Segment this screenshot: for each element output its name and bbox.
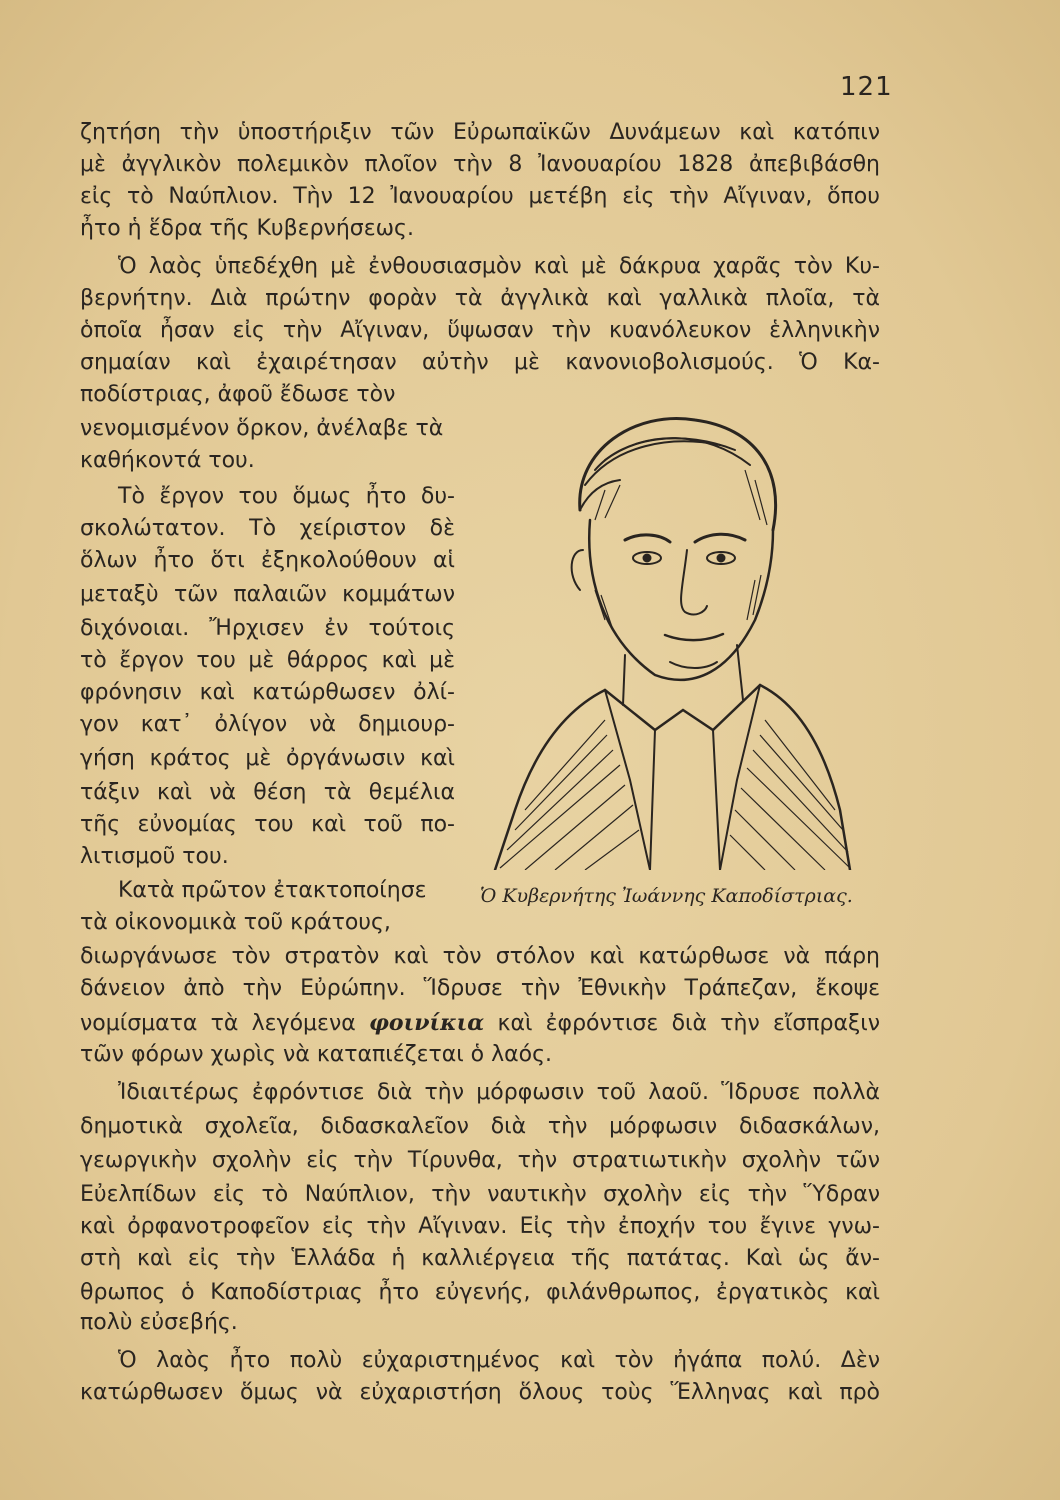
text-line: κατώρθωσεν ὅμως νὰ εὐχαριστήση ὅλους τοὺς Ἕλληνας καὶ πρὸ — [80, 1380, 880, 1405]
text-line: σημαίαν καὶ ἐχαιρέτησαν αὐτὴν μὲ κανονιοβολισμούς. Ὁ Κα- — [80, 350, 880, 375]
text-line: φρόνησιν καὶ κατώρθωσεν ὀλί- — [80, 680, 455, 705]
text-line: λιτισμοῦ του. — [80, 844, 229, 869]
portrait-kapodistrias — [455, 390, 865, 870]
text-segment: νομίσματα τὰ λεγόμενα — [80, 1011, 370, 1036]
text-line: πολὺ εὐσεβής. — [80, 1310, 238, 1335]
text-line: ὅλων ἦτο ὅτι ἐξηκολούθουν αἱ — [80, 548, 455, 573]
emphasized-term: φοινίκια — [369, 1010, 485, 1036]
text-line: ὁποῖα ἦσαν εἰς τὴν Αἴγιναν, ὕψωσαν τὴν κυανόλευκον ἑλληνικὴν — [80, 318, 880, 343]
text-line: τὸ ἔργον του μὲ θάρρος καὶ μὲ — [80, 648, 455, 673]
text-line: τὰ οἰκονομικὰ τοῦ κράτους, — [80, 910, 391, 935]
text-line: διωργάνωσε τὸν στρατὸν καὶ τὸν στόλον καὶ κατώρθωσε νὰ πάρη — [80, 944, 880, 969]
text-line: μὲ ἀγγλικὸν πολεμικὸν πλοῖον τὴν 8 Ἰανουαρίου 1828 ἀπεβιβάσθη — [80, 152, 880, 177]
text-line: εἰς τὸ Ναύπλιον. Τὴν 12 Ἰανουαρίου μετέβη εἰς τὴν Αἴγιναν, ὅπου — [80, 184, 880, 209]
text-line: Ἰδιαιτέρως ἐφρόντισε διὰ τὴν μόρφωσιν τοῦ λαοῦ. Ἵδρυσε πολλὰ — [118, 1080, 880, 1105]
text-line: τῆς εὐνομίας του καὶ τοῦ πο- — [80, 812, 455, 837]
text-line: Ὁ λαὸς ὑπεδέχθη μὲ ἐνθουσιασμὸν καὶ μὲ δάκρυα χαρᾶς τὸν Κυ- — [118, 254, 880, 279]
text-line: καθήκοντά του. — [80, 448, 255, 473]
text-line: βερνήτην. Διὰ πρώτην φορὰν τὰ ἀγγλικὰ καὶ γαλλικὰ πλοῖα, τὰ — [80, 286, 880, 311]
text-line: ποδίστριας, ἀφοῦ ἔδωσε τὸν — [80, 382, 396, 407]
page-number: 121 — [840, 72, 893, 102]
text-line: δημοτικὰ σχολεῖα, διδασκαλεῖον διὰ τὴν μόρφωσιν διδασκάλων, — [80, 1114, 880, 1139]
text-line: σκολώτατον. Τὸ χείριστον δὲ — [80, 516, 455, 541]
text-line: τῶν φόρων χωρὶς νὰ καταπιέζεται ὁ λαός. — [80, 1042, 553, 1067]
text-line: διχόνοιαι. Ἤρχισεν ἐν τούτοις — [80, 616, 455, 641]
text-line: νενομισμένον ὅρκον, ἀνέλαβε τὰ — [80, 416, 444, 441]
text-line: γεωργικὴν σχολὴν εἰς τὴν Τίρυνθα, τὴν στρατιωτικὴν σχολὴν τῶν — [80, 1148, 880, 1173]
text-line: θρωπος ὁ Καποδίστριας ἦτο εὐγενής, φιλάνθρωπος, ἐργατικὸς καὶ — [80, 1280, 880, 1305]
text-line: ζητήση τὴν ὑποστήριξιν τῶν Εὐρωπαϊκῶν Δυνάμεων καὶ κατόπιν — [80, 120, 880, 145]
text-line: μεταξὺ τῶν παλαιῶν κομμάτων — [80, 582, 455, 607]
text-line: Ὁ λαὸς ἦτο πολὺ εὐχαριστημένος καὶ τὸν ἠγάπα πολύ. Δὲν — [118, 1348, 880, 1373]
text-line: γήση κράτος μὲ ὀργάνωσιν καὶ — [80, 746, 455, 771]
text-line: ἦτο ἡ ἕδρα τῆς Κυβερνήσεως. — [80, 216, 414, 241]
text-line: Τὸ ἔργον του ὅμως ἦτο δυ- — [118, 484, 455, 509]
text-line: Εὐελπίδων εἰς τὸ Ναύπλιον, τὴν ναυτικὴν σχολὴν εἰς τὴν Ὕδραν — [80, 1182, 880, 1207]
text-line: δάνειον ἀπὸ τὴν Εὐρώπην. Ἵδρυσε τὴν Ἐθνικὴν Τράπεζαν, ἔκοψε — [80, 976, 880, 1001]
text-segment: καὶ ἐφρόντισε διὰ τὴν εἴσπραξιν — [484, 1011, 880, 1036]
text-line: τάξιν καὶ νὰ θέση τὰ θεμέλια — [80, 780, 455, 805]
text-line — [80, 1008, 880, 1039]
text-line: Κατὰ πρῶτον ἐτακτοποίησε — [118, 878, 427, 903]
text-line: γον κατ᾽ ὀλίγον νὰ δημιουρ- — [80, 712, 455, 737]
portrait-caption: Ὁ Κυβερνήτης Ἰωάννης Καποδίστριας. — [480, 885, 853, 907]
text-line: καὶ ὀρφανοτροφεῖον εἰς τὴν Αἴγιναν. Εἰς τὴν ἐποχήν του ἔγινε γνω- — [80, 1214, 880, 1239]
text-line: στὴ καὶ εἰς τὴν Ἑλλάδα ἡ καλλιέργεια τῆς πατάτας. Καὶ ὡς ἄν- — [80, 1246, 880, 1271]
